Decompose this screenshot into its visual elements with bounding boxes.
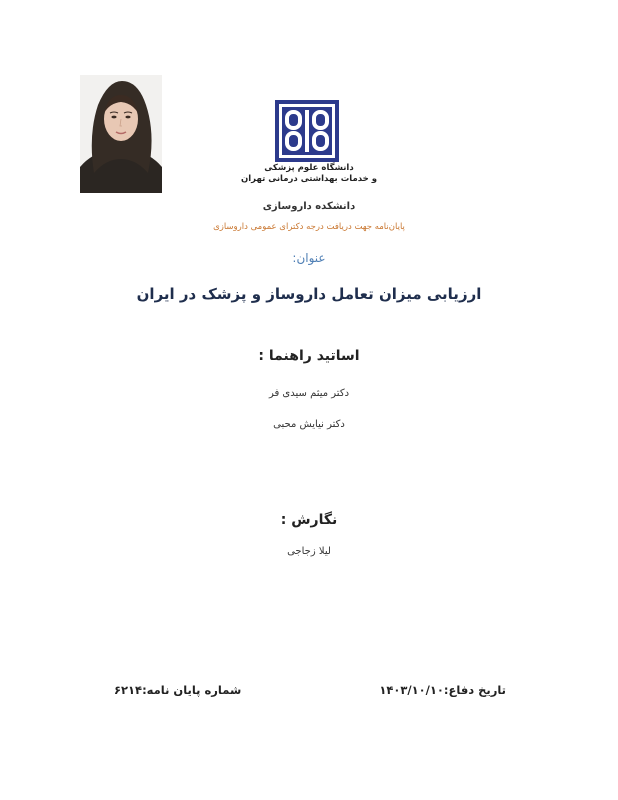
title-label: عنوان:: [292, 251, 326, 265]
supervisors-heading: اساتید راهنما :: [258, 348, 360, 364]
thesis-number: شماره پایان نامه:۶۲۱۴: [114, 683, 242, 697]
university-name-line1: دانشگاه علوم پزشکی: [264, 163, 354, 173]
author-name: لیلا زجاجی: [287, 546, 331, 557]
university-name: [0, 163, 618, 185]
supervisor-name: دکتر نیایش محبی: [273, 419, 345, 430]
supervisor-name: دکتر میثم سیدی فر: [268, 388, 350, 399]
thesis-title: ارزیابی میزان تعامل داروساز و پزشک در ایران: [136, 285, 482, 303]
faculty-name: دانشکده داروسازی: [262, 201, 356, 212]
university-emblem-icon: [275, 100, 339, 162]
university-name-line2: و خدمات بهداشتی درمانی تهران: [241, 174, 377, 184]
defense-date: تاریخ دفاع:۱۴۰۳/۱۰/۱۰: [379, 683, 506, 697]
thesis-purpose: پایان‌نامه جهت دریافت درجه دکترای عمومی داروسازی: [213, 222, 405, 232]
author-heading: نگارش :: [280, 512, 338, 528]
